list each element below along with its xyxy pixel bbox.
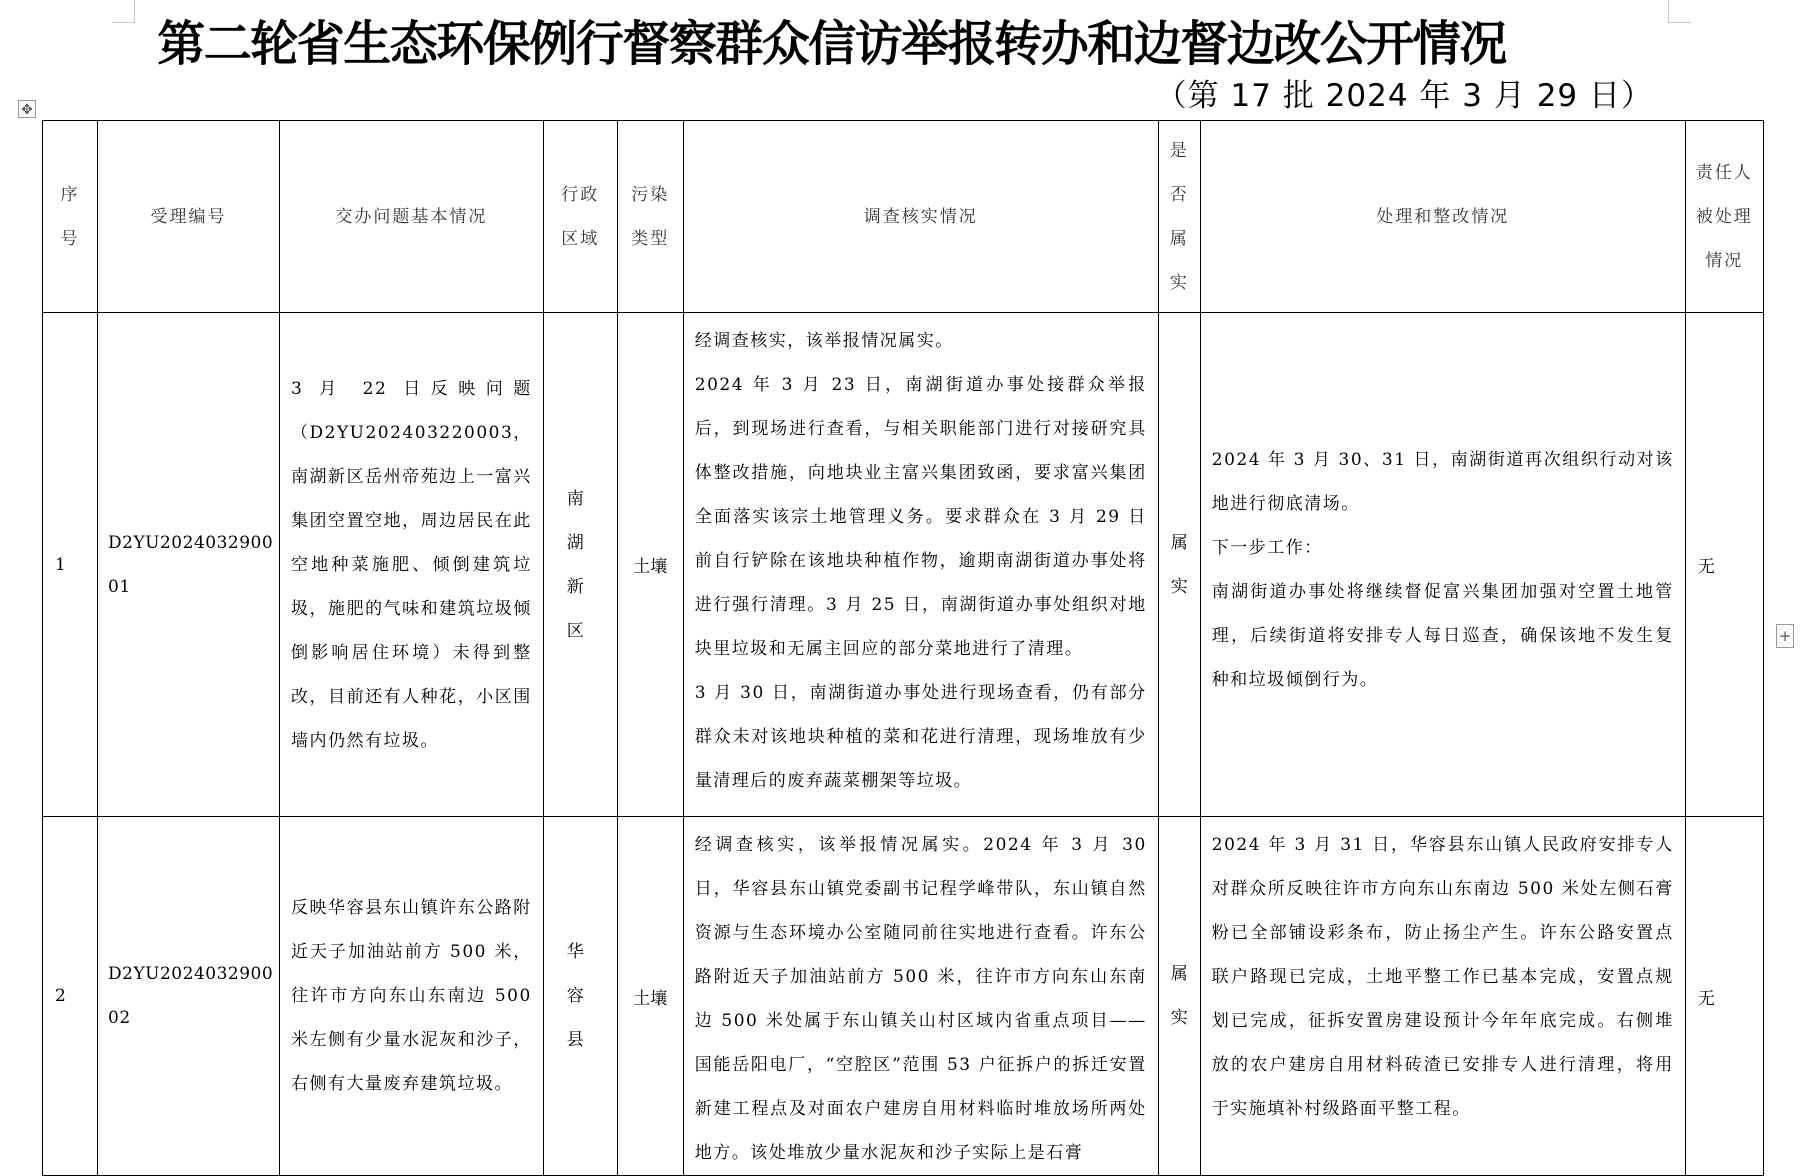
add-column-icon[interactable]: + [1776,624,1794,648]
row-id: D2YU2024032900 02 [98,817,280,1176]
row-handling: 2024 年 3 月 31 日，华容县东山镇人民政府安排专人对群众所反映往许市方向东山东南边 500 米处左侧石膏粉已全部铺设彩条布，防止扬尘产生。许东公路安置点联户路现已完成，土地平整工作已基本完成，安置点规划已完成，征拆安置房建设预计今年年底完成。右侧堆放的农户建房自用材料砖渣已安排专人进行清理，将用于实施填补村级路面平整工程。 [1200,817,1685,1176]
row-accountability: 无 [1685,313,1763,817]
header-region: 行政区域 [543,121,617,313]
row-issue: 反映华容县东山镇许东公路附近天子加油站前方 500 米，往许市方向东山东南边 500 米左侧有少量水泥灰和沙子，右侧有大量废弃建筑垃圾。 [280,817,544,1176]
row-region: 南湖新区 [543,313,617,817]
header-pollution: 污染类型 [617,121,683,313]
row-verified: 属实 [1158,817,1200,1176]
row-issue: 3 月 22 日反映问题（D2YU202403220003，南湖新区岳州帝苑边上一富兴集团空置空地，周边居民在此空地种菜施肥、倾倒建筑垃圾，施肥的气味和建筑垃圾倾倒影响居住环境）未得到整改，目前还有人种花，小区围墙内仍然有垃圾。 [280,313,544,817]
header-investigation: 调查核实情况 [683,121,1158,313]
table-row [43,313,1764,817]
header-seq: 序号 [43,121,98,313]
table-header-row [43,121,1764,313]
table-move-handle-icon[interactable]: ✥ [18,100,36,118]
table-row [43,817,1764,1176]
header-accountability: 责任人被处理情况 [1685,121,1763,313]
row-pollution: 土壤 [617,817,683,1176]
row-accountability: 无 [1685,817,1763,1176]
row-seq: 1 [43,313,98,817]
row-seq: 2 [43,817,98,1176]
row-investigation: 经调查核实，该举报情况属实。2024 年 3 月 30 日，华容县东山镇党委副书记程学峰带队，东山镇自然资源与生态环境办公室随同前往实地进行查看。许东公路附近天子加油站前方 500 米，往许市方向东山东南边 500 米处属于东山镇关山村区域内省重点项目——国能岳阳电厂，“空腔区”范围 53 户征拆户的拆迁安置新建工程点及对面农户建房自用材料临时堆放场所两处地方。该处堆放少量水泥灰和沙子实际上是石膏 [683,817,1158,1176]
header-id: 受理编号 [98,121,280,313]
row-investigation: 经调查核实，该举报情况属实。 2024 年 3 月 23 日，南湖街道办事处接群众举报后，到现场进行查看，与相关职能部门进行对接研究具体整改措施，向地块业主富兴集团致函，要求富兴集团全面落实该宗土地管理义务。要求群众在 3 月 29 日前自行铲除在该地块种植作物，逾期南湖街道办事处将进行强行清理。3 月 25 日，南湖街道办事处组织对地块里垃圾和无属主回应的部分菜地进行了清理。 3 月 30 日，南湖街道办事处进行现场查看，仍有部分群众未对该地块种植的菜和花进行清理，现场堆放有少量清理后的废弃蔬菜棚架等垃圾。 [683,313,1158,817]
complaints-table [42,120,1764,1176]
header-verified: 是否属实 [1158,121,1200,313]
row-id: D2YU2024032900 01 [98,313,280,817]
header-handling: 处理和整改情况 [1200,121,1685,313]
row-region: 华容县 [543,817,617,1176]
row-pollution: 土壤 [617,313,683,817]
header-issue: 交办问题基本情况 [280,121,544,313]
row-verified: 属实 [1158,313,1200,817]
row-handling: 2024 年 3 月 30、31 日，南湖街道再次组织行动对该地进行彻底清场。 下一步工作： 南湖街道办事处将继续督促富兴集团加强对空置土地管理，后续街道将安排专人每日巡查，确保该地不发生复种和垃圾倾倒行为。 [1200,313,1685,817]
page-title: 第二轮省生态环保例行督察群众信访举报转办和边督边改公开情况 [157,16,1506,72]
page-subtitle: （第 17 批 2024 年 3 月 29 日） [1155,78,1653,114]
